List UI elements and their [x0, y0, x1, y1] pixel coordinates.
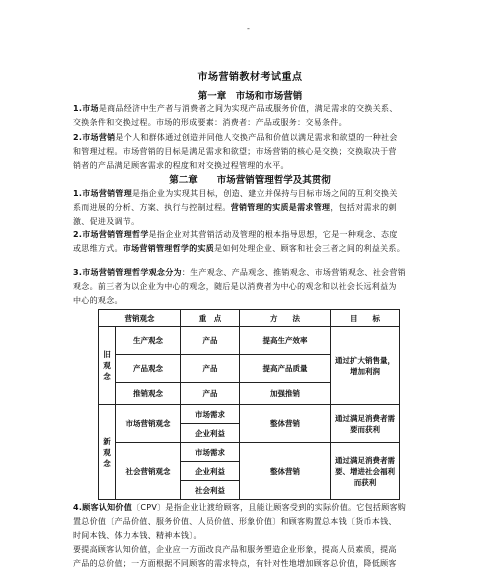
paragraph-text: 中心的观念。: [73, 296, 123, 305]
chapter-1-heading: 第一章 市场和市场营销: [197, 91, 303, 102]
paragraph-text: 产品的总价值；一方面根据不同顾客的需求特点，有针对性地增加顾客总价值，降低顾客: [73, 559, 397, 568]
table-cell: 企业利益: [181, 424, 240, 443]
table-cell: 企业利益: [181, 462, 240, 481]
table-header-cell: 方 法: [240, 310, 331, 327]
table-cell: 生产观念: [116, 327, 181, 355]
paragraph-text: 观念。前三者为以企业为中心的观念，随后是以消费者为中心的观念和以社会长远利益为: [73, 282, 397, 291]
item-number: 1.: [73, 189, 83, 198]
table-cell: 产品观念: [116, 355, 181, 383]
table-cell: 提高生产效率: [240, 327, 331, 355]
item-number: 1.: [73, 104, 83, 113]
table-cell: 整体营销: [240, 443, 331, 500]
item-number: 4.: [73, 503, 83, 512]
table-row: [99, 327, 400, 355]
paragraph-text: 是指企业为实现其目标，创造、建立并保持与目标市场之间的互利交换关: [132, 189, 398, 198]
paragraph-text: 〔CPV〕是指企业让渡给顾客，且能让顾客受到的实际价值。它包括顾客购: [132, 503, 407, 512]
paragraph-text: 或思维方式。: [73, 244, 123, 253]
emphasis-text: 市场营销管理哲学的实质: [122, 244, 215, 253]
table-cell: 市场需求: [181, 443, 240, 462]
paragraph-text: 要提高顾客认知价值，企业应一方面改良产品和服务塑造企业形象，提高人员素质，提高: [73, 545, 397, 554]
paragraph-text: 是如何处理企业、顾客和社会三者之间的利益关系。: [214, 244, 406, 253]
item-number: 2.: [73, 230, 83, 239]
term-market: 市场: [82, 104, 99, 113]
paragraph-text: ：生产观念、产品观念、推销观念、市场营销观念、社会营销: [181, 268, 406, 277]
paragraph-text: 时间本钱、体力本钱、精神本钱〕。: [73, 531, 202, 540]
ch2-paragraph-1: [73, 187, 433, 229]
header-mark: -: [247, 24, 250, 33]
table-cell: 产品: [181, 327, 240, 355]
table-cell: 产品: [181, 383, 240, 405]
table-cell: 推销观念: [116, 383, 181, 405]
table-cell: 产品: [181, 355, 240, 383]
paragraph-text: 系而进展的分析、方案、执行与控制过程。: [73, 203, 231, 212]
group-old-cell: 旧观念: [99, 327, 116, 405]
concepts-table: [98, 309, 400, 500]
table-cell: 提高产品质量: [240, 355, 331, 383]
ch2-paragraph-2: [73, 228, 433, 256]
paragraph-text: 销者的产品满足顾客需求的程度和对交换过程管理的水平。: [73, 161, 289, 170]
paragraph-text: 是指企业对其营销活动及管理的根本指导思想，它是一种观念、态度: [148, 230, 398, 239]
item-number: 3.: [73, 268, 83, 277]
paragraph-text: 和管理过程。市场营销的目标是满足需求和欲望；市场营销的核心是交换；交换取决于营: [73, 147, 397, 156]
table-cell: 市场营销观念: [116, 405, 181, 443]
emphasis-text: 营销管理的实质是需求管理: [230, 203, 331, 212]
table-cell: 社会利益: [181, 481, 240, 500]
term-cpv: 顾客认知价值: [82, 503, 133, 512]
paragraph-text: 置总价值〔产品价值、服务价值、人员价值、形象价值〕和顾客购置总本钱〔货币本钱、: [73, 517, 397, 526]
table-cell: 通过扩大销售量，增加利润: [331, 327, 400, 405]
paragraph-text: 交换条件和交换过程。市场的形成要素：消费者：产品或服务：交易条件。: [73, 118, 347, 127]
table-header-cell: 营销观念: [99, 310, 181, 327]
term-philosophy-types: 市场营销管理哲学观念分为: [82, 268, 182, 277]
ch2-paragraph-3: [73, 266, 433, 308]
document-title: 市场营销教材考试重点: [197, 72, 303, 83]
table-cell: 通过满足消费者需要而获利: [331, 405, 400, 443]
table-cell: 通过满足消费者需要、增进社会福利而获利: [331, 443, 400, 500]
table-cell: 市场需求: [181, 405, 240, 424]
term-marketing: 市场营销: [82, 133, 116, 142]
ch1-paragraph-1: [73, 102, 433, 130]
table-cell: 社会营销观念: [116, 443, 181, 500]
chapter-2-heading: 第二章 市场营销管理哲学及其贯彻: [169, 175, 331, 186]
table-header-row: [99, 310, 400, 327]
term-management-philosophy: 市场营销管理哲学: [82, 230, 149, 239]
table-header-cell: 目 标: [331, 310, 400, 327]
paragraph-text: 激、促进及调节。: [73, 217, 140, 226]
table-cell: 整体营销: [240, 405, 331, 443]
paragraph-text: 是商品经济中生产者与消费者之间为实现产品或服务价值，满足需求的交换关系、: [98, 104, 398, 113]
ch1-paragraph-2: [73, 131, 433, 173]
table-row: [99, 443, 400, 462]
item-number: 2.: [73, 133, 83, 142]
group-new-cell: 新观念: [99, 405, 116, 500]
term-marketing-management: 市场营销管理: [82, 189, 133, 198]
table-row: [99, 405, 400, 424]
table-header-cell: 重 点: [181, 310, 240, 327]
paragraph-text: 是个人和群体通过创造并同他人交换产品和价值以满足需求和欲望的一种社会: [115, 133, 398, 142]
paragraph-cpv: [73, 501, 433, 571]
paragraph-text: ，包括对需求的刺: [330, 203, 397, 212]
table-cell: 加强推销: [240, 383, 331, 405]
